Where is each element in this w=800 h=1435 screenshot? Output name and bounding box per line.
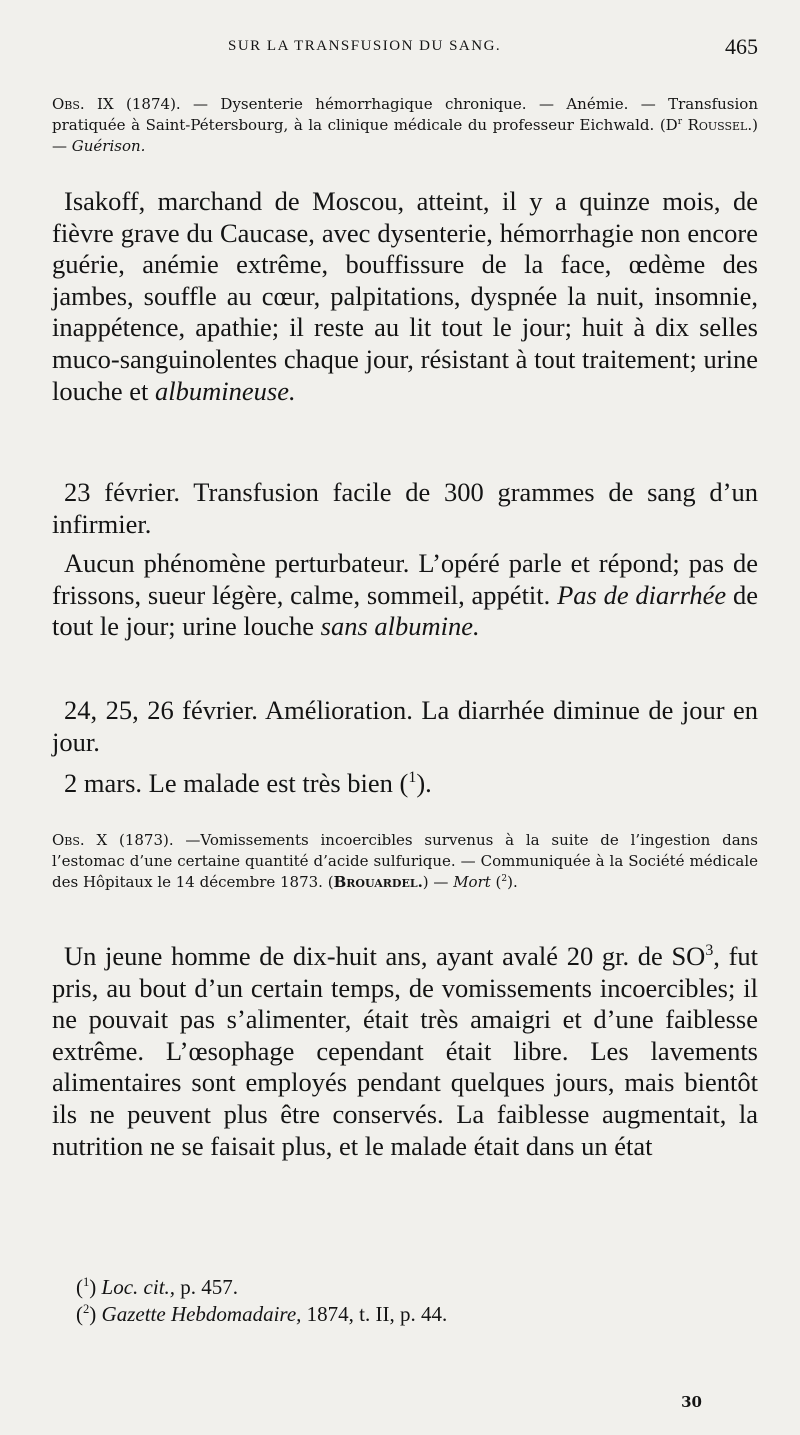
obs-after-author: ) — bbox=[422, 873, 454, 891]
footnote-italic: Gazette Hebdomadaire, bbox=[101, 1302, 302, 1326]
footnote-ref: 1 bbox=[408, 769, 417, 787]
footnote-mark: 2 bbox=[83, 1302, 90, 1316]
paragraph-text: , fut pris, au bout d’un certain temps, de vomissements incoercibles; il ne pouvait pas s’alimenter, était très amaigri et d’une faiblesse extrême. L’œsophage cependant était libre. Les lavements alimentaires sont employés pendant quelques jours, mais bientôt ils ne peuvent plus être conservés. La faiblesse augmentait, la nutrition ne se faisait plus, et le malade était dans un état bbox=[52, 941, 759, 1161]
obs-label: Obs. X (1873). bbox=[52, 831, 174, 849]
page-number: 465 bbox=[725, 34, 758, 59]
footnote-mark: 1 bbox=[83, 1275, 90, 1289]
paragraph-italic: sans albumine. bbox=[320, 611, 480, 642]
running-title: SUR LA TRANSFUSION DU SANG. bbox=[228, 38, 502, 54]
footnotes bbox=[76, 1274, 756, 1328]
paragraph-text: 24, 25, 26 février. Amélioration. La diarrhée diminue de jour en jour. bbox=[52, 695, 758, 757]
observation-heading-x bbox=[52, 830, 758, 893]
paragraph-text: 2 mars. Le malade est très bien ( bbox=[64, 768, 409, 798]
paragraph-aucun-phenomene bbox=[52, 548, 758, 643]
obs-dr-sup: r bbox=[677, 117, 683, 127]
paragraph-italic: Pas de diarrhée bbox=[557, 579, 727, 610]
superscript: 3 bbox=[705, 942, 714, 960]
running-head bbox=[52, 34, 762, 64]
paragraph-isakoff bbox=[52, 186, 758, 407]
footnote-text: p. 457. bbox=[175, 1275, 239, 1299]
footnote-ref: 2 bbox=[501, 874, 508, 884]
paragraph-2-mars bbox=[52, 768, 758, 800]
obs-text: — Dysenterie hémorrhagique chronique. — Anémie. — Transfusion pratiquée à Saint-Pétersbourg, à la clinique médicale du professeur Eichwald. (D bbox=[52, 95, 758, 134]
footnote-italic: Loc. cit., bbox=[101, 1275, 176, 1299]
obs-ref-open: ( bbox=[490, 873, 502, 891]
paragraph-text: Aucun phénomène perturbateur. L’opéré parle et répond; pas de frissons, sueur légère, calme, sommeil, appétit. bbox=[52, 548, 758, 610]
obs-author: Roussel. bbox=[682, 116, 753, 134]
footnote-text: 1874, t. II, p. 44. bbox=[301, 1302, 448, 1326]
paragraph-23-fevrier bbox=[52, 477, 758, 540]
paragraph-text: Un jeune homme de dix-huit ans, ayant avalé 20 gr. de SO bbox=[64, 941, 706, 971]
observation-heading-ix bbox=[52, 94, 758, 157]
paragraph-text: 23 février. Transfusion facile de 300 grammes de sang d’un infirmier. bbox=[52, 477, 758, 539]
signature-mark: 30 bbox=[681, 1393, 702, 1411]
obs-outcome: Mort bbox=[453, 873, 491, 891]
footnote-1: ($^1$) Loc. cit., p. 457. bbox=[76, 1275, 239, 1299]
paragraph-24-fevrier bbox=[52, 695, 758, 758]
book-page bbox=[52, 0, 762, 1435]
obs-after-author: ) — bbox=[52, 116, 758, 155]
paragraph-italic: albumineuse. bbox=[155, 375, 296, 406]
paragraph-jeune-homme bbox=[52, 941, 758, 1162]
paragraph-text: ). bbox=[416, 768, 432, 798]
obs-outcome: Guérison. bbox=[71, 137, 146, 155]
footnote-2: ($^2$) Gazette Hebdomadaire, 1874, t. II, p. 44. bbox=[76, 1302, 448, 1326]
obs-author: Brouardel. bbox=[333, 873, 423, 891]
paragraph-text: Isakoff, marchand de Moscou, atteint, il y a quinze mois, de fièvre grave du Caucase, avec dysenterie, hémorrhagie non encore guérie, anémie extrême, bouffissure de la face, œdème des jambes, souffle au cœur, palpitations, dyspnée la nuit, insomnie, inappétence, apathie; il reste au lit tout le jour; huit à dix selles muco-sanguinolentes chaque jour, résistant à tout traitement; urine louche et bbox=[52, 186, 758, 406]
paragraph-text: de tout le jour; urine louche bbox=[52, 579, 759, 642]
obs-ref-close: ). bbox=[507, 873, 518, 891]
obs-label: Obs. IX (1874). bbox=[52, 95, 181, 113]
obs-text: —Vomissements incoercibles survenus à la suite de l’ingestion dans l’estomac d’une certaine quantité d’acide sulfurique. — Communiquée à la Société médicale des Hôpitaux le 14 décembre 1873. ( bbox=[52, 831, 759, 891]
